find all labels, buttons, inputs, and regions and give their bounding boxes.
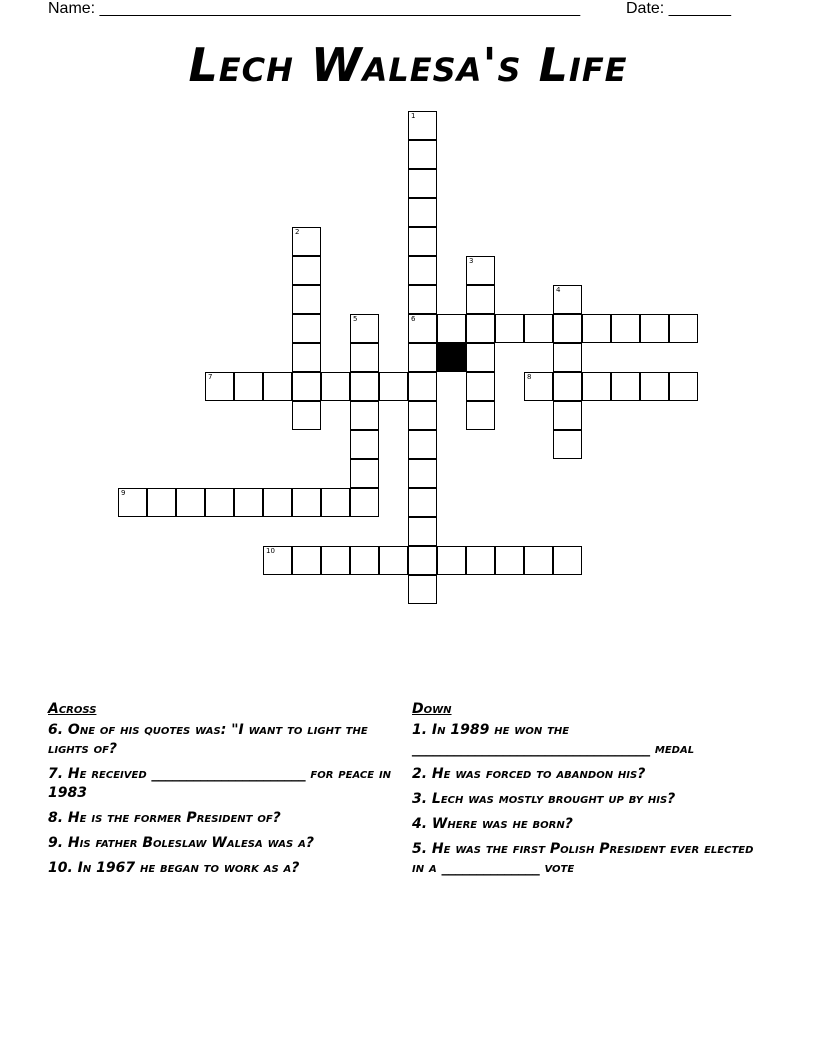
grid-cell[interactable] — [263, 546, 292, 575]
grid-cell[interactable] — [524, 372, 553, 401]
grid-cell[interactable] — [408, 488, 437, 517]
down-clue-4: 4. Where was he born? — [412, 816, 573, 832]
grid-cell[interactable] — [408, 430, 437, 459]
across-clue-7: 7. He received ______________________ for peace in 1983 — [48, 766, 392, 801]
grid-cell[interactable] — [408, 256, 437, 285]
grid-cell[interactable] — [553, 546, 582, 575]
grid-cell[interactable] — [466, 372, 495, 401]
grid-cell[interactable] — [466, 314, 495, 343]
grid-cell[interactable] — [379, 546, 408, 575]
down-clues — [412, 700, 764, 884]
grid-cell[interactable] — [321, 488, 350, 517]
grid-cell[interactable] — [408, 546, 437, 575]
grid-cell[interactable] — [292, 372, 321, 401]
grid-cell[interactable] — [350, 546, 379, 575]
down-clue-2: 2. He was forced to abandon his? — [412, 766, 646, 782]
black-square — [437, 343, 466, 372]
grid-cell[interactable] — [292, 285, 321, 314]
grid-cell[interactable] — [205, 372, 234, 401]
grid-cell[interactable] — [611, 372, 640, 401]
grid-cell[interactable] — [350, 372, 379, 401]
grid-cell[interactable] — [263, 372, 292, 401]
grid-cell[interactable] — [205, 488, 234, 517]
grid-cell[interactable] — [582, 314, 611, 343]
across-clue-9: 9. His father Boleslaw Walesa was a? — [48, 835, 314, 851]
grid-cell[interactable] — [524, 314, 553, 343]
across-clue-10: 10. In 1967 he began to work as a? — [48, 860, 300, 876]
grid-cell[interactable] — [437, 546, 466, 575]
grid-cell[interactable] — [408, 111, 437, 140]
grid-cell[interactable] — [466, 343, 495, 372]
grid-cell[interactable] — [321, 372, 350, 401]
down-clue-1: 1. In 1989 he won the __________________________________ medal — [412, 722, 695, 757]
grid-cell[interactable] — [408, 459, 437, 488]
grid-cell[interactable] — [640, 314, 669, 343]
grid-cell[interactable] — [408, 198, 437, 227]
grid-cell[interactable] — [408, 401, 437, 430]
grid-cell[interactable] — [321, 546, 350, 575]
grid-cell[interactable] — [350, 401, 379, 430]
grid-cell[interactable] — [234, 372, 263, 401]
clue-number: 6 — [411, 315, 416, 323]
grid-cell[interactable] — [292, 546, 321, 575]
date-field: Date: _______ — [626, 0, 731, 17]
grid-cell[interactable] — [350, 343, 379, 372]
grid-cell[interactable] — [408, 227, 437, 256]
grid-cell[interactable] — [466, 256, 495, 285]
grid-cell[interactable] — [350, 430, 379, 459]
grid-cell[interactable] — [466, 285, 495, 314]
grid-cell[interactable] — [292, 314, 321, 343]
grid-cell[interactable] — [147, 488, 176, 517]
grid-cell[interactable] — [263, 488, 292, 517]
down-heading: Down — [412, 701, 452, 717]
grid-cell[interactable] — [292, 227, 321, 256]
grid-cell[interactable] — [350, 314, 379, 343]
grid-cell[interactable] — [292, 343, 321, 372]
clue-number: 5 — [353, 315, 358, 323]
grid-cell[interactable] — [408, 575, 437, 604]
down-clue-5: 5. He was the first Polish President ever elected in a ______________ vote — [412, 841, 754, 876]
grid-cell[interactable] — [582, 372, 611, 401]
grid-cell[interactable] — [350, 459, 379, 488]
grid-cell[interactable] — [408, 372, 437, 401]
grid-cell[interactable] — [118, 488, 147, 517]
grid-cell[interactable] — [408, 343, 437, 372]
grid-cell[interactable] — [466, 546, 495, 575]
grid-cell[interactable] — [292, 401, 321, 430]
grid-cell[interactable] — [495, 314, 524, 343]
grid-cell[interactable] — [379, 372, 408, 401]
grid-cell[interactable] — [408, 285, 437, 314]
across-clue-8: 8. He is the former President of? — [48, 810, 281, 826]
grid-cell[interactable] — [176, 488, 205, 517]
grid-cell[interactable] — [640, 372, 669, 401]
grid-cell[interactable] — [408, 140, 437, 169]
clue-number: 3 — [469, 257, 474, 265]
across-heading: Across — [48, 701, 97, 717]
grid-cell[interactable] — [669, 314, 698, 343]
grid-cell[interactable] — [495, 546, 524, 575]
across-clues — [48, 700, 398, 884]
grid-cell[interactable] — [553, 430, 582, 459]
grid-cell[interactable] — [234, 488, 263, 517]
grid-cell[interactable] — [350, 488, 379, 517]
grid-cell[interactable] — [408, 517, 437, 546]
grid-cell[interactable] — [408, 169, 437, 198]
clue-number: 8 — [527, 373, 532, 381]
grid-cell[interactable] — [553, 372, 582, 401]
across-clue-6: 6. One of his quotes was: "I want to light the lights of? — [48, 722, 368, 757]
clue-number: 4 — [556, 286, 561, 294]
name-field: Name: ______________________________________________________ — [48, 0, 581, 17]
clue-number: 1 — [411, 112, 416, 120]
clue-number: 10 — [266, 547, 275, 555]
grid-cell[interactable] — [553, 285, 582, 314]
grid-cell[interactable] — [408, 314, 437, 343]
grid-cell[interactable] — [553, 401, 582, 430]
clue-number: 9 — [121, 489, 126, 497]
grid-cell[interactable] — [466, 401, 495, 430]
puzzle-title: Lech Walesa's Life — [188, 38, 628, 92]
grid-cell[interactable] — [437, 314, 466, 343]
grid-cell[interactable] — [669, 372, 698, 401]
clue-number: 2 — [295, 228, 300, 236]
grid-cell[interactable] — [292, 256, 321, 285]
grid-cell[interactable] — [611, 314, 640, 343]
grid-cell[interactable] — [553, 343, 582, 372]
grid-cell[interactable] — [524, 546, 553, 575]
clue-number: 7 — [208, 373, 213, 381]
grid-cell[interactable] — [553, 314, 582, 343]
grid-cell[interactable] — [292, 488, 321, 517]
down-clue-3: 3. Lech was mostly brought up by his? — [412, 791, 676, 807]
